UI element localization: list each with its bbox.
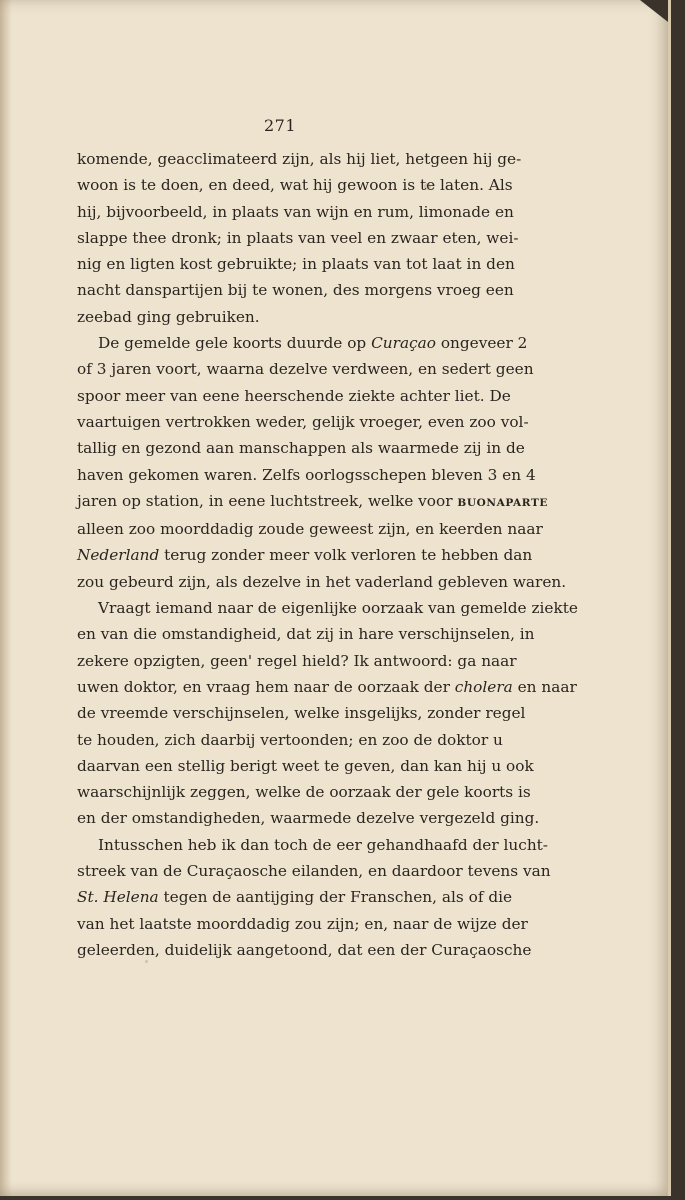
text-run: te houden, zich daarbij vertoonden; en zoo de doktor u — [77, 730, 503, 749]
text-run: De gemelde gele koorts duurde op — [98, 334, 372, 353]
text-run: komende, geacclimateerd zijn, als hij liet, hetgeen hij ge- — [77, 150, 522, 168]
text-line — [77, 832, 548, 858]
spine-shadow — [0, 0, 12, 1196]
text-line — [77, 595, 578, 621]
text-line — [77, 779, 531, 805]
text-line — [77, 409, 529, 435]
text-line — [77, 674, 577, 700]
text-line — [77, 199, 514, 225]
text-line — [77, 621, 535, 647]
text-run: nig en ligten kost gebruikte; in plaats van tot laat in den — [77, 255, 515, 274]
text-run: van het laatste moorddadig zou zijn; en, naar de wijze der — [77, 914, 528, 933]
text-run: woon is te doen, en deed, wat hij gewoon is te laten. Als — [77, 176, 513, 195]
text-line — [77, 858, 551, 884]
italic-term: Curaçao — [371, 334, 436, 353]
text-run: nacht danspartijen bij te wonen, des morgens vroeg een — [77, 281, 514, 300]
italic-term: Nederland — [77, 546, 160, 565]
text-line — [77, 356, 534, 382]
text-line — [77, 146, 522, 172]
text-run: hij, bijvoorbeeld, in plaats van wijn en rum, limonade en — [77, 202, 514, 221]
text-line — [77, 225, 519, 251]
text-run: jaren op station, in eene luchtstreek, welke voor — [77, 491, 458, 510]
text-run: spoor meer van eene heerschende ziekte achter liet. De — [77, 386, 511, 405]
italic-term: St. Helena — [77, 888, 159, 907]
text-line — [77, 648, 517, 674]
text-run: en naar — [512, 677, 577, 696]
text-line — [77, 700, 526, 726]
text-run: zou gebeurd zijn, als dezelve in het vaderland gebleven waren. — [77, 572, 567, 591]
page-number: 271 — [263, 116, 297, 135]
text-run: streek van de Curaçaosche eilanden, en daardoor tevens van — [77, 862, 551, 881]
text-run: terug zonder meer volk verloren te hebben dan — [159, 546, 533, 565]
text-line — [77, 435, 525, 461]
text-run: alleen zoo moorddadig zoude geweest zijn, en keerden naar — [77, 520, 543, 539]
foxing-spot — [145, 960, 148, 963]
text-run: geleerden, duidelijk aangetoond, dat een der Curaçaosche — [77, 940, 532, 959]
text-line — [77, 516, 543, 542]
text-run: en van die omstandigheid, dat zij in hare verschijnselen, in — [77, 625, 535, 644]
text-run: daarvan een stellig berigt weet te geven, dan kan hij u ook — [77, 756, 534, 775]
text-run: haven gekomen waren. Zelfs oorlogsschepen bleven 3 en 4 — [77, 465, 536, 484]
text-line — [77, 251, 515, 277]
text-run: zekere opzigten, geen' regel hield? Ik antwoord: ga naar — [77, 651, 517, 670]
text-run: of 3 jaren voort, waarna dezelve verdween, en sedert geen — [77, 360, 534, 379]
text-line — [77, 462, 536, 488]
text-run: en der omstandigheden, waarmede dezelve vergezeld ging. — [77, 809, 540, 828]
text-run: zeebad ging gebruiken. — [77, 307, 260, 326]
text-line — [77, 542, 533, 568]
text-run: Vraagt iemand naar de eigenlijke oorzaak van gemelde ziekte — [98, 599, 578, 618]
text-line — [77, 753, 534, 779]
foxing-spot — [424, 183, 431, 190]
text-line — [77, 911, 528, 937]
text-run: de vreemde verschijnselen, welke insgelijks, zonder regel — [77, 704, 526, 723]
text-run: uwen doktor, en vraag hem naar de oorzaak der — [77, 677, 455, 696]
text-run: tallig en gezond aan manschappen als waarmede zij in de — [77, 439, 525, 458]
text-line — [77, 277, 514, 303]
text-line — [77, 884, 513, 910]
text-run: vaartuigen vertrokken weder, gelijk vroeger, even zoo vol- — [77, 412, 529, 431]
text-run: Intusschen heb ik dan toch de eer gehandhaafd der lucht- — [98, 835, 548, 854]
text-line — [77, 330, 528, 356]
small-caps-name: BUONAPARTE — [457, 496, 548, 509]
italic-term: cholera — [454, 677, 513, 696]
text-run: waarschijnlijk zeggen, welke de oorzaak der gele koorts is — [77, 783, 531, 802]
text-line — [77, 805, 540, 831]
text-line — [77, 569, 567, 595]
body-text — [77, 146, 578, 963]
text-line — [77, 937, 532, 963]
text-line — [77, 383, 511, 409]
text-line — [77, 488, 548, 516]
text-run: ongeveer 2 — [435, 334, 528, 353]
text-line — [77, 304, 487, 330]
text-run: slappe thee dronk; in plaats van veel en zwaar eten, wei- — [77, 228, 519, 247]
text-run: tegen de aantijging der Franschen, als of die — [158, 888, 513, 907]
text-line — [77, 727, 503, 753]
page-corner — [640, 0, 668, 22]
